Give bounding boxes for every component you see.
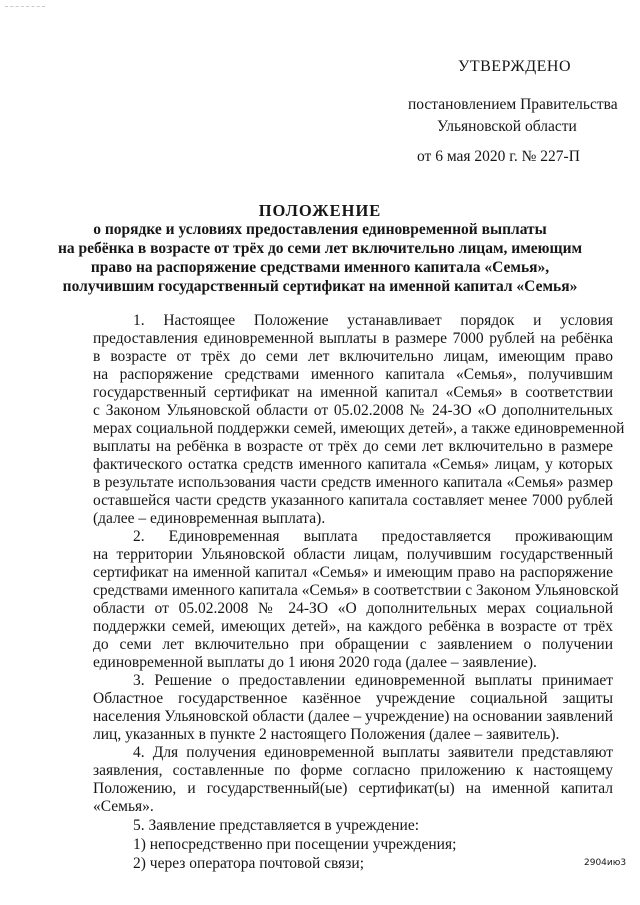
paragraph-4-line: Положению, и государственный(ые) сертификат(ы) на именной капитал — [93, 780, 613, 797]
list-item: 2) через оператора почтовой связи; — [133, 855, 364, 872]
paragraph-2-line: на территории Ульяновской области лицам, получившим государственный — [93, 546, 613, 563]
document-title: ПОЛОЖЕНИЕ — [258, 201, 382, 220]
document-subtitle-line: право на распоряжение средствами именного капитала «Семья», — [90, 259, 550, 276]
paragraph-1-line: выплаты на ребёнка в возрасте от трёх до семи лет включительно в размере — [93, 438, 613, 455]
paragraph-2-line: единовременной выплаты до 1 июня 2020 года (далее – заявление). — [93, 654, 537, 671]
paragraph-1-line: (далее – единовременная выплата). — [93, 510, 326, 527]
paragraph-1-line: государственный сертификат на именной капитал «Семья» в соответствии — [93, 384, 613, 401]
document-subtitle-line: получившим государственный сертификат на именной капитал «Семья» — [62, 278, 578, 295]
paragraph-1-line: предоставления единовременной выплаты в размере 7000 рублей на ребёнка — [93, 330, 613, 347]
paragraph-2-line: области от 05.02.2008 № 24-ЗО «О дополнительных мерах социальной — [93, 600, 613, 617]
paragraph-3-line: лиц, указанных в пункте 2 настоящего Положения (далее – заявитель). — [93, 726, 560, 743]
paragraph-1-line: 1. Настоящее Положение устанавливает порядок и условия — [133, 312, 613, 329]
paragraph-1-line: в результате использования части средств именного капитала «Семья» размер — [93, 474, 613, 491]
paragraph-4-line: «Семья». — [93, 798, 154, 815]
page-code: 2904ию3 — [584, 858, 627, 868]
paragraph-3-line: населения Ульяновской области (далее – учреждение) на основании заявлений — [93, 708, 613, 725]
paragraph-3-line: Областное государственное казённое учреждение социальной защиты — [93, 690, 613, 707]
paragraph-1-line: в возрасте от трёх до семи лет включительно лицам, имеющим право — [93, 348, 613, 365]
paragraph-1-line: с Законом Ульяновской области от 05.02.2008 № 24-ЗО «О дополнительных — [93, 402, 613, 419]
approval-region: Ульяновской области — [437, 118, 577, 135]
paragraph-2-line: сертификат на именной капитал «Семья» и имеющим право на распоряжение — [93, 564, 613, 581]
paragraph-4-line: 4. Для получения единовременной выплаты заявители представляют — [133, 744, 613, 761]
approval-date-number: от 6 мая 2020 г. № 227-П — [417, 148, 580, 165]
paragraph-2-line: 2. Единовременная выплата предоставляется проживающим — [133, 528, 613, 545]
approval-title: УТВЕРЖДЕНО — [458, 58, 572, 75]
scan-artifact — [5, 6, 45, 9]
list-item: 1) непосредственно при посещении учреждения; — [133, 836, 457, 853]
paragraph-2-line: средствами именного капитала «Семья» в соответствии с Законом Ульяновской — [93, 582, 619, 599]
paragraph-4-line: заявления, составленные по форме согласно приложению к настоящему — [93, 762, 613, 779]
paragraph-3-line: 3. Решение о предоставлении единовременной выплаты принимает — [133, 672, 613, 689]
paragraph-1-line: оставшейся части средств указанного капитала составляет менее 7000 рублей — [93, 492, 613, 509]
paragraph-2-line: поддержки семей, имеющих детей», на каждого ребёнка в возрасте от трёх — [93, 618, 613, 635]
document-subtitle-line: о порядке и условиях предоставления единовременной выплаты — [93, 221, 547, 238]
paragraph-2-line: до семи лет включительно при обращении с заявлением о получении — [93, 636, 613, 653]
approval-authority: постановлением Правительства — [408, 96, 618, 113]
paragraph-5-line: 5. Заявление представляется в учреждение: — [133, 817, 420, 834]
document-subtitle-line: на ребёнка в возрасте от трёх до семи лет включительно лицам, имеющим — [57, 240, 583, 257]
paragraph-1-line: на распоряжение средствами именного капитала «Семья», получившим — [93, 366, 613, 383]
paragraph-1-line: фактического остатка средств именного капитала «Семья» лицам, у которых — [93, 456, 613, 473]
paragraph-1-line: мерах социальной поддержки семей, имеющих детей», а также единовременной — [93, 420, 625, 437]
